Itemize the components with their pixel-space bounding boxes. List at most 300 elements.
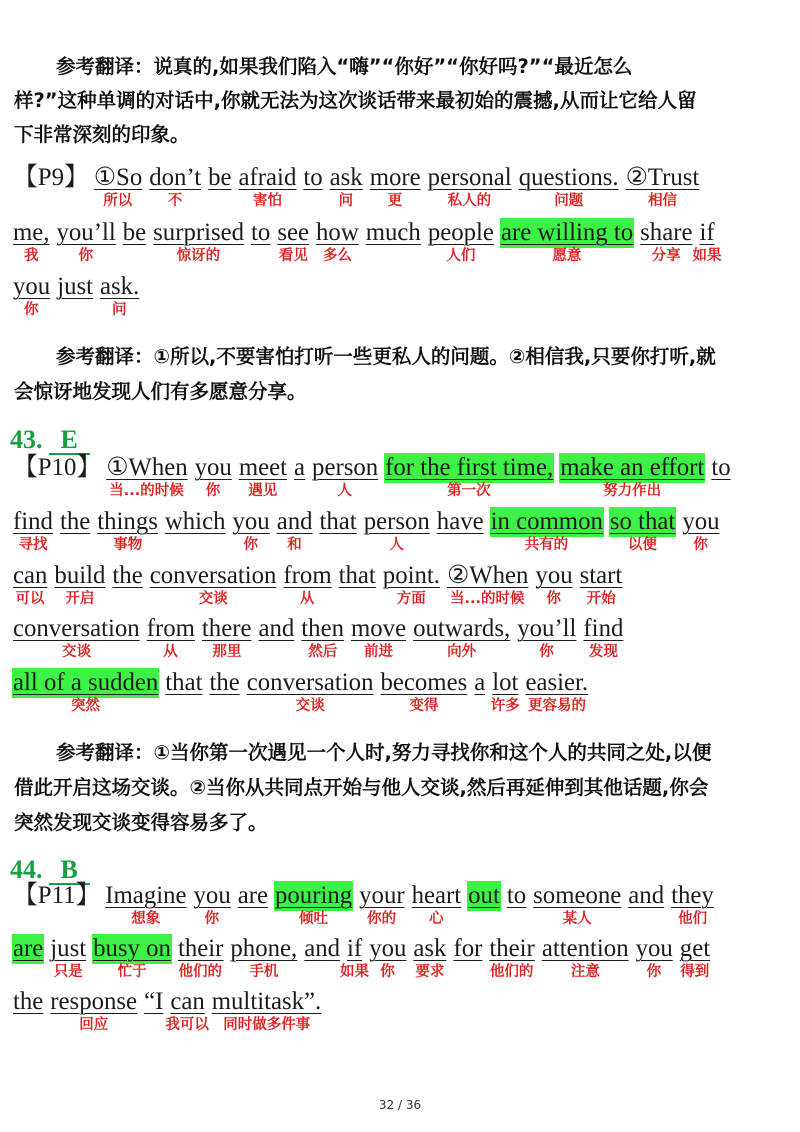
word-text: response: [50, 988, 138, 1015]
gloss-label: 可以: [15, 591, 45, 607]
gloss-label: 向外: [447, 644, 477, 660]
highlighted-phrase: [12, 934, 44, 964]
word-text: the: [59, 508, 91, 535]
gloss-label: 倾吐: [299, 911, 328, 927]
translation-line: 突然发现交谈变得容易多了。: [14, 811, 268, 834]
gloss-label: 你: [243, 537, 258, 553]
gloss-label: 共有的: [524, 537, 569, 553]
word-text: and: [628, 882, 665, 909]
english-word: [692, 218, 722, 264]
word-text: see: [277, 219, 310, 246]
word-text: get: [679, 935, 711, 962]
gloss-label: 变得: [409, 698, 439, 714]
word-text: easier.: [525, 669, 589, 696]
gloss-label: 努力作出: [603, 483, 662, 499]
english-word: [350, 614, 407, 660]
gloss-label: 当...的时候: [109, 483, 184, 499]
word-text: ②When: [446, 562, 529, 589]
gloss-label: 更: [387, 193, 403, 209]
word-text: a: [294, 454, 306, 481]
word-text: be: [208, 164, 232, 191]
word-text: you’ll: [56, 219, 116, 246]
word-text: attention: [541, 935, 629, 962]
gloss-label: 你: [539, 644, 554, 660]
word-text: from: [283, 562, 332, 589]
paragraph-marker: [12, 453, 102, 483]
english-line: [12, 272, 145, 318]
gloss-label: 同时做多件事: [223, 1017, 311, 1033]
gloss-label: 某人: [562, 911, 592, 927]
word-text: for the first time,: [385, 454, 554, 481]
gloss-label: 他们: [678, 911, 708, 927]
word-text: all of a sudden: [13, 669, 159, 696]
english-word: [105, 453, 188, 499]
word-text: can: [170, 988, 205, 1015]
word-text: afraid: [238, 164, 297, 191]
word-text: to: [711, 454, 731, 481]
word-text: are willing to: [500, 219, 634, 246]
gloss-label: 看见: [278, 248, 308, 264]
word-text: phone,: [230, 935, 298, 962]
paragraph-marker: [12, 163, 90, 193]
word-text: there: [201, 615, 252, 642]
english-word: [625, 163, 701, 209]
english-word: [303, 934, 341, 964]
word-text: so that: [609, 508, 676, 535]
english-word: [207, 163, 232, 193]
gloss-label: 你的: [367, 911, 397, 927]
gloss-label: 你: [546, 591, 561, 607]
word-text: point.: [382, 562, 440, 589]
english-word: [257, 614, 295, 644]
word-text: the: [13, 988, 44, 1015]
word-text: you: [193, 882, 231, 909]
answer-letter: B: [49, 857, 90, 885]
english-word: [49, 987, 138, 1033]
word-text: in common: [490, 508, 603, 535]
english-line: [12, 561, 628, 607]
english-word: [12, 614, 141, 660]
word-text: move: [350, 615, 407, 642]
gloss-label: 你: [693, 537, 708, 553]
english-word: [369, 163, 422, 209]
word-text: you: [535, 562, 573, 589]
word-text: 【P10】: [13, 454, 102, 481]
english-word: [231, 507, 270, 553]
gloss-label: 我: [24, 248, 39, 264]
gloss-label: 事物: [113, 537, 143, 553]
english-word: [541, 934, 630, 980]
gloss-label: 前进: [363, 644, 393, 660]
word-text: outwards,: [413, 615, 511, 642]
gloss-label: 不: [167, 193, 183, 209]
gloss-label: 心: [429, 911, 444, 927]
highlighted-phrase: [609, 507, 676, 553]
english-word: [250, 218, 271, 248]
highlighted-phrase: [500, 218, 634, 264]
english-word: [59, 507, 91, 537]
word-text: be: [122, 219, 147, 246]
word-text: from: [146, 615, 195, 642]
english-word: [473, 668, 486, 698]
gloss-label: 多么: [323, 248, 353, 264]
word-text: you: [369, 935, 407, 962]
english-word: [282, 561, 332, 607]
word-text: questions.: [518, 164, 619, 191]
word-text: their: [177, 935, 224, 962]
word-text: ask: [329, 164, 363, 191]
word-text: conversation: [246, 669, 374, 696]
gloss-label: 如果: [340, 964, 370, 980]
english-word: [149, 561, 278, 607]
word-text: conversation: [13, 615, 140, 642]
gloss-label: 你: [78, 248, 93, 264]
word-text: if: [699, 219, 715, 246]
gloss-label: 他们的: [489, 964, 534, 980]
word-text: you: [194, 454, 232, 481]
english-word: [319, 507, 358, 537]
word-text: meet: [238, 454, 288, 481]
gloss-label: 发现: [588, 644, 618, 660]
word-text: busy on: [93, 935, 171, 962]
word-text: they: [671, 882, 714, 909]
highlighted-phrase: [384, 453, 554, 499]
english-word: [681, 507, 720, 553]
gloss-label: 方面: [396, 591, 426, 607]
gloss-label: 人: [389, 537, 404, 553]
word-text: surprised: [153, 219, 245, 246]
english-word: [302, 163, 323, 193]
word-text: to: [506, 882, 527, 909]
english-word: [194, 453, 233, 499]
english-word: [12, 987, 44, 1017]
english-word: [146, 614, 196, 660]
gloss-label: 愿意: [552, 248, 582, 264]
english-word: [427, 218, 495, 264]
english-word: [56, 218, 117, 264]
gloss-label: 从: [163, 644, 178, 660]
highlighted-phrase: [559, 453, 705, 499]
gloss-label: 人们: [446, 248, 476, 264]
english-word: [53, 561, 106, 607]
english-word: [382, 561, 441, 607]
english-word: [56, 272, 94, 302]
gloss-label: 分享: [651, 248, 681, 264]
word-text: don’t: [149, 164, 202, 191]
english-word: [276, 507, 314, 553]
word-text: that: [319, 508, 357, 535]
english-word: [12, 507, 54, 553]
word-text: you: [635, 935, 673, 962]
paragraph-marker: [12, 881, 101, 911]
word-text: ①So: [93, 164, 143, 191]
english-line: [12, 934, 716, 980]
word-text: your: [359, 882, 405, 909]
word-text: you: [682, 508, 720, 535]
highlighted-phrase: [490, 507, 604, 553]
gloss-label: 你: [646, 964, 662, 980]
word-text: can: [13, 562, 48, 589]
highlighted-phrase: [92, 934, 172, 980]
gloss-label: 你: [24, 302, 39, 318]
word-text: you: [13, 273, 51, 300]
gloss-label: 第一次: [447, 483, 491, 499]
word-text: to: [303, 164, 323, 191]
word-text: find: [13, 508, 53, 535]
word-text: 【P9】: [13, 164, 89, 191]
gloss-label: 如果: [692, 248, 722, 264]
word-text: just: [50, 935, 87, 962]
word-text: person: [363, 508, 430, 535]
english-word: [358, 881, 405, 927]
gloss-label: 和: [287, 537, 302, 553]
translation-line: 借此开启这场交谈。②当你从共同点开始与他人交谈,然后再延伸到其他话题,你会: [14, 776, 709, 799]
english-word: [338, 561, 377, 591]
english-word: [411, 881, 463, 927]
english-word: [211, 987, 323, 1033]
gloss-label: 你: [380, 964, 395, 980]
english-word: [237, 881, 269, 911]
word-text: then: [301, 615, 344, 642]
word-text: are: [237, 882, 268, 909]
english-word: [164, 507, 227, 537]
english-word: [679, 934, 711, 980]
word-text: that: [338, 562, 376, 589]
gloss-label: 你: [205, 483, 221, 499]
word-text: out: [468, 882, 500, 909]
translation-line: 会惊讶地发现人们有多愿意分享。: [14, 380, 307, 403]
english-word: [49, 934, 87, 980]
word-text: a: [474, 669, 486, 696]
word-text: “I: [144, 988, 164, 1015]
english-word: [122, 218, 147, 248]
gloss-label: 突然: [71, 698, 100, 714]
english-word: [436, 507, 485, 537]
gloss-label: 交谈: [295, 698, 325, 714]
word-text: are: [13, 935, 44, 962]
english-word: [363, 507, 431, 553]
gloss-label: 害怕: [253, 193, 283, 209]
word-text: and: [304, 935, 341, 962]
english-line: [12, 668, 594, 714]
gloss-label: 注意: [570, 964, 600, 980]
gloss-label: 忙于: [117, 964, 147, 980]
word-text: which: [164, 508, 226, 535]
english-word: [104, 881, 187, 927]
gloss-label: 所以: [103, 193, 133, 209]
gloss-label: 你: [204, 911, 220, 927]
gloss-label: 他们的: [178, 964, 222, 980]
gloss-label: 许多: [490, 698, 520, 714]
question-number: [10, 425, 90, 455]
english-word: [93, 163, 143, 209]
word-text: lot: [492, 669, 519, 696]
gloss-label: 从: [299, 591, 315, 607]
english-word: [506, 881, 527, 911]
english-word: [99, 272, 140, 318]
english-word: [238, 453, 288, 499]
translation-line: 样?”这种单调的对话中,你就无法为这次谈话带来最初始的震撼,从而让它给人留: [14, 89, 697, 112]
word-text: if: [347, 935, 363, 962]
word-text: make an effort: [560, 454, 705, 481]
english-word: [12, 561, 48, 607]
english-word: [208, 668, 240, 698]
english-word: [579, 561, 624, 607]
english-word: [12, 272, 51, 318]
gloss-label: 寻找: [18, 537, 48, 553]
word-text: the: [112, 562, 143, 589]
english-word: [516, 614, 577, 660]
word-text: you: [232, 508, 270, 535]
gloss-label: 手机: [249, 964, 279, 980]
english-word: [276, 218, 310, 264]
english-word: [532, 881, 622, 927]
word-text: ask: [413, 935, 447, 962]
gloss-label: 开启: [65, 591, 95, 607]
english-word: [412, 614, 511, 660]
word-text: ask.: [100, 273, 140, 300]
english-line: [12, 881, 720, 927]
english-word: [368, 934, 407, 980]
gloss-label: 相信: [648, 193, 678, 209]
word-text: to: [251, 219, 271, 246]
translation-line: 参考翻译：①所以,不要害怕打听一些更私人的问题。②相信我,只要你打听,就: [56, 345, 716, 368]
word-text: you’ll: [517, 615, 577, 642]
gloss-label: 要求: [415, 964, 445, 980]
word-text: 【P11】: [13, 882, 101, 909]
english-word: [201, 614, 253, 660]
gloss-label: 遇见: [248, 483, 278, 499]
page-number: 32 / 36: [378, 1098, 422, 1112]
word-text: person: [312, 454, 379, 481]
english-word: [582, 614, 624, 660]
gloss-label: 那里: [212, 644, 242, 660]
english-word: [518, 163, 620, 209]
word-text: find: [583, 615, 624, 642]
word-text: just: [57, 273, 94, 300]
word-text: things: [97, 508, 158, 535]
highlighted-phrase: [12, 668, 159, 714]
english-line: [12, 614, 629, 660]
english-word: [111, 561, 143, 591]
english-word: [96, 507, 159, 553]
english-word: [452, 934, 483, 964]
english-word: [710, 453, 731, 483]
question-number-label: 43.: [10, 425, 43, 454]
english-word: [229, 934, 298, 980]
english-word: [635, 934, 674, 980]
english-word: [379, 668, 468, 714]
word-text: personal: [427, 164, 512, 191]
word-text: more: [369, 164, 421, 191]
english-word: [177, 934, 224, 980]
word-text: build: [54, 562, 106, 589]
english-word: [329, 163, 364, 209]
english-word: [193, 881, 232, 927]
translation-line: 参考翻译：说真的,如果我们陷入“嗨”“你好”“你好吗?”“最近怎么: [56, 55, 633, 78]
gloss-label: 惊讶的: [176, 248, 221, 264]
word-text: conversation: [149, 562, 277, 589]
english-word: [490, 668, 520, 714]
english-word: [627, 881, 665, 911]
word-text: becomes: [380, 669, 468, 696]
gloss-label: 人: [337, 483, 353, 499]
english-word: [365, 218, 422, 248]
highlighted-phrase: [467, 881, 501, 911]
gloss-label: 回应: [79, 1017, 109, 1033]
word-text: ①When: [106, 454, 188, 481]
word-text: heart: [411, 882, 462, 909]
english-word: [152, 218, 245, 264]
english-word: [534, 561, 573, 607]
english-word: [639, 218, 693, 264]
word-text: share: [640, 219, 693, 246]
word-text: Imagine: [105, 882, 187, 909]
english-line: [12, 507, 726, 553]
gloss-label: 当...的时候: [449, 591, 525, 607]
english-word: [670, 881, 715, 927]
word-text: me,: [13, 219, 50, 246]
answer-letter: E: [49, 427, 90, 455]
gloss-label: 我可以: [165, 1017, 209, 1033]
word-text: and: [276, 508, 313, 535]
word-text: ②Trust: [625, 164, 700, 191]
gloss-label: 想象: [131, 911, 161, 927]
english-word: [446, 561, 529, 607]
english-word: [293, 453, 306, 483]
word-text: that: [165, 669, 203, 696]
english-line: [12, 163, 705, 209]
gloss-label: 问: [338, 193, 354, 209]
translation-line: 参考翻译：①当你第一次遇见一个人时,努力寻找你和这个人的共同之处,以便: [56, 741, 712, 764]
translation-line: 下非常深刻的印象。: [14, 123, 190, 146]
word-text: much: [365, 219, 421, 246]
english-word: [311, 453, 379, 499]
gloss-label: 得到: [680, 964, 710, 980]
english-word: [427, 163, 513, 209]
word-text: the: [209, 669, 240, 696]
word-text: multitask”.: [211, 988, 322, 1015]
english-line: [12, 453, 737, 499]
english-word: [12, 218, 51, 264]
gloss-label: 然后: [308, 644, 338, 660]
gloss-label: 以便: [627, 537, 657, 553]
word-text: pouring: [275, 882, 353, 909]
gloss-label: 交谈: [198, 591, 228, 607]
word-text: start: [579, 562, 623, 589]
english-word: [164, 668, 203, 698]
english-word: [524, 668, 589, 714]
english-word: [143, 987, 164, 1017]
gloss-label: 交谈: [62, 644, 91, 660]
word-text: someone: [533, 882, 622, 909]
english-word: [148, 163, 202, 209]
english-word: [340, 934, 370, 980]
highlighted-phrase: [274, 881, 353, 927]
word-text: and: [258, 615, 295, 642]
english-word: [300, 614, 345, 660]
gloss-label: 开始: [586, 591, 616, 607]
english-line: [12, 218, 722, 264]
english-line: [12, 987, 327, 1033]
word-text: people: [427, 219, 494, 246]
english-word: [315, 218, 360, 264]
english-word: [412, 934, 447, 980]
gloss-label: 问题: [554, 193, 584, 209]
question-number-label: 44.: [10, 855, 43, 884]
word-text: for: [453, 935, 483, 962]
gloss-label: 只是: [53, 964, 83, 980]
